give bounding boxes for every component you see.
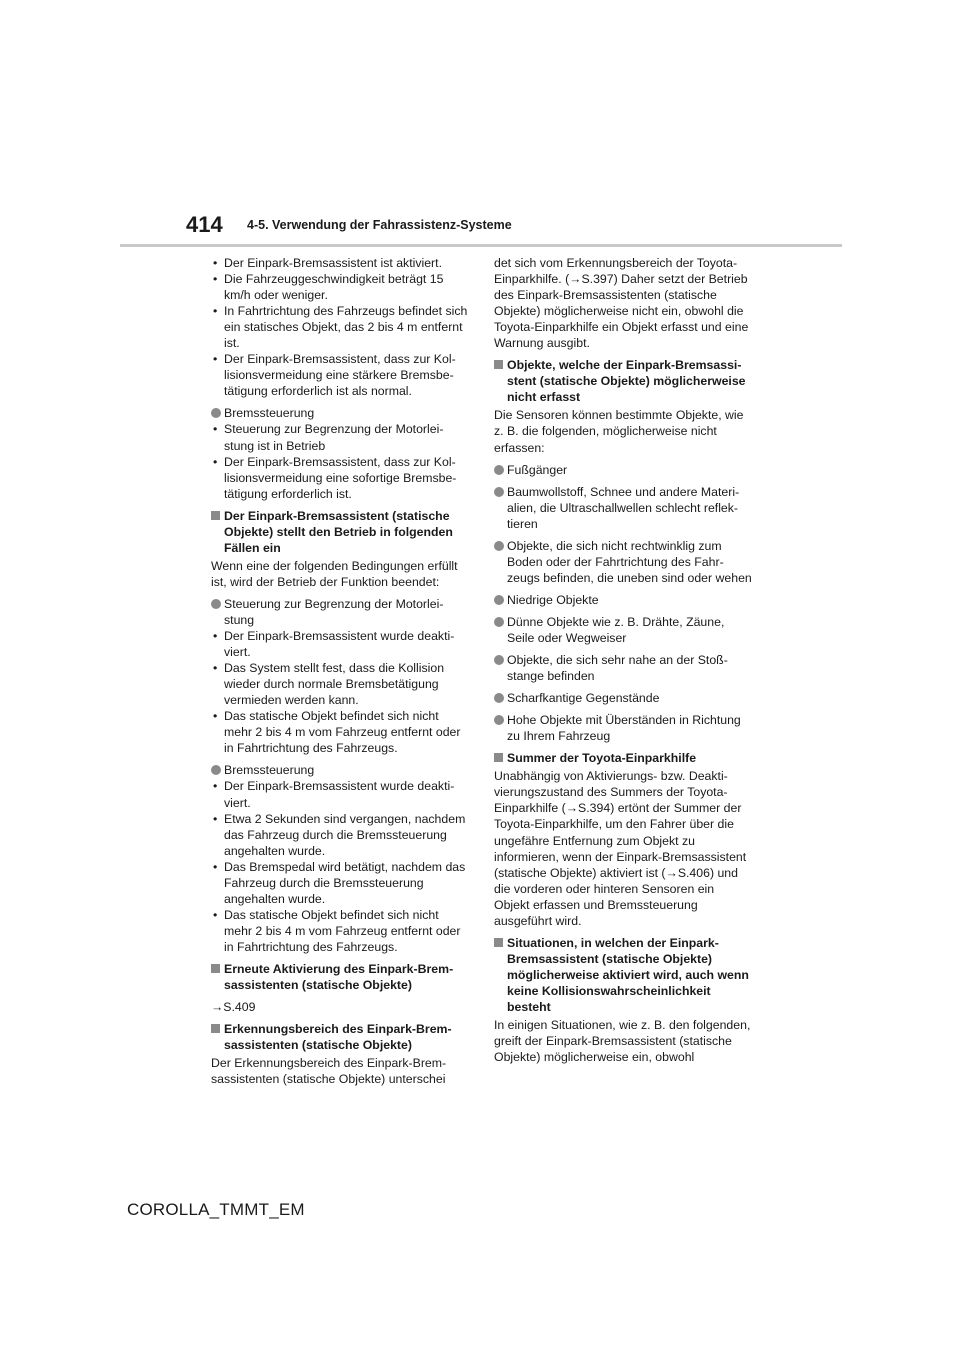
circle-bullet-icon [494, 595, 504, 605]
list-item: • Der Einpark-Bremsassistent, dass zur Kollisionsvermeidung eine sofortige Bremsbetätigung erforderlich ist. [213, 454, 457, 501]
list-item: • Das Bremspedal wird betätigt, nachdem das Fahrzeug durch die Bremssteuerung angehalten wurde. [213, 859, 466, 906]
list-item: • Das System stellt fest, dass die Kollision wieder durch normale Bremsbetätigung vermieden werden kann. [213, 661, 445, 708]
circle-bullet-icon [494, 465, 504, 475]
circle-bullet-icon [211, 408, 221, 418]
circle-item-object: Niedrige Objekte [494, 592, 752, 608]
paragraph: Die Sensoren können bestimmte Objekte, wie z. B. die folgenden, möglicherweise nicht erfassen: [494, 408, 744, 455]
header-divider [120, 244, 842, 247]
circle-item-object: Objekte, die sich nicht rechtwinklig zum Boden oder der Fahrtrichtung des Fahrzeugs befinden, die uneben sind oder wehen [494, 538, 752, 586]
square-bullet-icon [211, 511, 220, 520]
heading-buzzer: Summer der Toyota-Einparkhilfe [494, 750, 752, 766]
circle-item-brake-control-2: Bremssteuerung [211, 762, 469, 778]
circle-bullet-icon [494, 541, 504, 551]
list-item: • Etwa 2 Sekunden sind vergangen, nachdem das Fahrzeug durch die Bremssteuerung angehalten wurde. [213, 811, 466, 858]
circle-bullet-icon [211, 599, 221, 609]
document-code: COROLLA_TMMT_EM [127, 1200, 305, 1219]
heading-undetected-objects: Objekte, welche der Einpark-Bremsassistent (statische Objekte) möglicherweise nicht erfasst [494, 357, 752, 405]
heading-false-activation: Situationen, in welchen der Einpark-Bremsassistent (statische Objekte) möglicherweise aktiviert wird, auch wenn keine Kollisionswahrscheinlichkeit besteht [494, 935, 752, 1015]
page-reference-link[interactable]: →S.409 [211, 1000, 256, 1015]
circle-bullet-icon [211, 765, 221, 775]
list-item: • Der Einpark-Bremsassistent ist aktiviert. [213, 256, 442, 270]
circle-item-brake-control: Bremssteuerung [211, 405, 469, 421]
circle-bullet-icon [494, 655, 504, 665]
circle-bullet-icon [494, 487, 504, 497]
heading-detection-range: Erkennungsbereich des Einpark-Bremsassistenten (statische Objekte) [211, 1021, 469, 1053]
circle-bullet-icon [494, 617, 504, 627]
paragraph: Unabhängig von Aktivierungs- bzw. Deaktivierungszustand des Summers der Toyota-Einparkhilfe (→S.394) ertönt der Summer der Toyota-Einparkhilfe, um den Fahrer über die ungefähre Entfernung zum Objekt zu informieren, wenn der Einpark-Bremsassistent (statische Objekte) aktiviert ist (→S.406) und die vorderen oder hinteren Sensoren ein Objekt erfassen und Bremssteuerung ausgeführt wird. [494, 769, 747, 928]
square-bullet-icon [494, 938, 503, 947]
square-bullet-icon [211, 1024, 220, 1033]
list-item: • Steuerung zur Begrenzung der Motorleistung ist in Betrieb [213, 422, 444, 453]
square-bullet-icon [494, 360, 503, 369]
list-item: • Der Einpark-Bremsassistent wurde deaktiviert. [213, 629, 455, 660]
list-item: • Das statische Objekt befindet sich nicht mehr 2 bis 4 m vom Fahrzeug entfernt oder in Fahrtrichtung des Fahrzeugs. [213, 907, 461, 954]
right-column [494, 255, 752, 1065]
circle-item-object: Baumwollstoff, Schnee und andere Materialien, die Ultraschallwellen schlecht reflektieren [494, 484, 752, 532]
circle-item-object: Dünne Objekte wie z. B. Drähte, Zäune, Seile oder Wegweiser [494, 614, 752, 646]
circle-item-engine-limit: Steuerung zur Begrenzung der Motorleistung [211, 596, 469, 628]
list-item: • Die Fahrzeuggeschwindigkeit beträgt 15 km/h oder weniger. [213, 272, 444, 303]
paragraph: det sich vom Erkennungsbereich der Toyota-Einparkhilfe. (→S.397) Daher setzt der Betrieb des Einpark-Bremsassistenten (statische Objekte) möglicherweise nicht ein, obwohl die Toyota-Einparkhilfe ein Objekt erfasst und eine Warnung ausgibt. [494, 256, 749, 351]
list-item: • Der Einpark-Bremsassistent wurde deaktiviert. [213, 779, 455, 810]
list-item: • Das statische Objekt befindet sich nicht mehr 2 bis 4 m vom Fahrzeug entfernt oder in Fahrtrichtung des Fahrzeugs. [213, 709, 461, 756]
circle-item-object: Scharfkantige Gegenstände [494, 690, 752, 706]
paragraph: Der Erkennungsbereich des Einpark-Bremsassistenten (statische Objekte) unterschei [211, 1056, 447, 1087]
heading-stop-conditions: Der Einpark-Bremsassistent (statische Objekte) stellt den Betrieb in folgenden Fällen ein [211, 508, 469, 556]
list-item: • In Fahrtrichtung des Fahrzeugs befindet sich ein statisches Objekt, das 2 bis 4 m entfernt ist. [213, 304, 468, 351]
circle-item-object: Objekte, die sich sehr nahe an der Stoßstange befinden [494, 652, 752, 684]
circle-item-object: Hohe Objekte mit Überständen in Richtung zu Ihrem Fahrzeug [494, 712, 752, 744]
heading-reactivation: Erneute Aktivierung des Einpark-Bremsassistenten (statische Objekte) [211, 961, 469, 993]
circle-bullet-icon [494, 693, 504, 703]
paragraph: In einigen Situationen, wie z. B. den folgenden, greift der Einpark-Bremsassistent (statische Objekte) möglicherweise ein, obwohl [494, 1018, 751, 1065]
left-column [211, 255, 469, 1087]
square-bullet-icon [494, 753, 503, 762]
section-title: 4-5. Verwendung der Fahrassistenz-Systeme [247, 218, 512, 232]
circle-item-object: Fußgänger [494, 462, 752, 478]
square-bullet-icon [211, 964, 220, 973]
list-item: • Der Einpark-Bremsassistent, dass zur Kollisionsvermeidung eine stärkere Bremsbetätigung erforderlich ist als normal. [213, 352, 456, 399]
circle-bullet-icon [494, 715, 504, 725]
paragraph: Wenn eine der folgenden Bedingungen erfüllt ist, wird der Betrieb der Funktion beendet: [211, 558, 458, 589]
page-number: 414 [186, 212, 223, 237]
